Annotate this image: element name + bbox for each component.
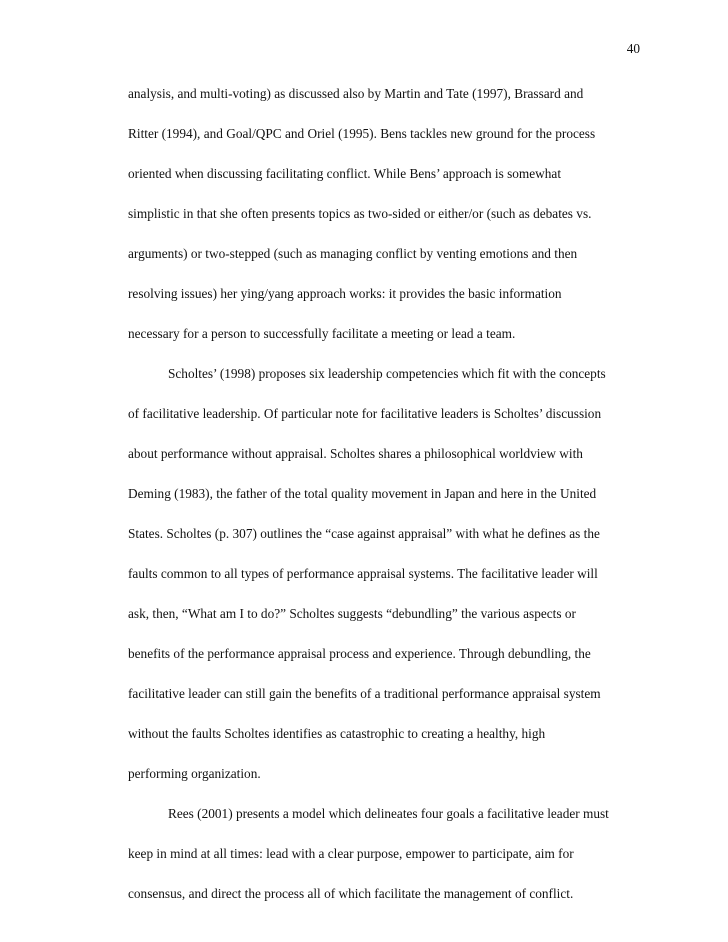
text-line: oriented when discussing facilitating conflict. While Bens’ approach is somewhat: [128, 166, 562, 181]
text-line: benefits of the performance appraisal process and experience. Through debundling, the: [128, 646, 591, 661]
text-line: arguments) or two-stepped (such as managing conflict by venting emotions and then: [128, 246, 578, 261]
text-line: Ritter (1994), and Goal/QPC and Oriel (1995). Bens tackles new ground for the process: [128, 126, 596, 141]
text-line: about performance without appraisal. Scholtes shares a philosophical worldview with: [128, 446, 583, 461]
text-line: ask, then, “What am I to do?” Scholtes suggests “debundling” the various aspects or: [128, 606, 576, 621]
text-line: keep in mind at all times: lead with a clear purpose, empower to participate, aim for: [128, 846, 574, 861]
text-line: consensus, and direct the process all of which facilitate the management of conflict.: [128, 886, 574, 901]
text-line: analysis, and multi-voting) as discussed also by Martin and Tate (1997), Brassard and: [128, 86, 584, 101]
paragraph-first-line: Rees (2001) presents a model which delineates four goals a facilitative leader must: [168, 806, 609, 821]
text-line: faults common to all types of performance appraisal systems. The facilitative leader will: [128, 566, 598, 581]
page-number: 40: [626, 41, 640, 56]
text-line: Deming (1983), the father of the total quality movement in Japan and here in the United: [128, 486, 597, 501]
text-line: facilitative leader can still gain the benefits of a traditional performance appraisal system: [128, 686, 601, 701]
text-line: necessary for a person to successfully facilitate a meeting or lead a team.: [128, 326, 516, 341]
paragraph-first-line: Scholtes’ (1998) proposes six leadership competencies which fit with the concepts: [168, 366, 606, 381]
text-line: of facilitative leadership. Of particular note for facilitative leaders is Scholtes’ discussion: [128, 406, 602, 421]
text-line: simplistic in that she often presents topics as two-sided or either/or (such as debates vs.: [128, 206, 592, 221]
text-line: without the faults Scholtes identifies as catastrophic to creating a healthy, high: [128, 726, 546, 741]
text-line: States. Scholtes (p. 307) outlines the “case against appraisal” with what he defines as the: [128, 526, 600, 541]
text-line: performing organization.: [128, 766, 261, 781]
body-text: [128, 85, 648, 925]
text-line: resolving issues) her ying/yang approach works: it provides the basic information: [128, 286, 562, 301]
